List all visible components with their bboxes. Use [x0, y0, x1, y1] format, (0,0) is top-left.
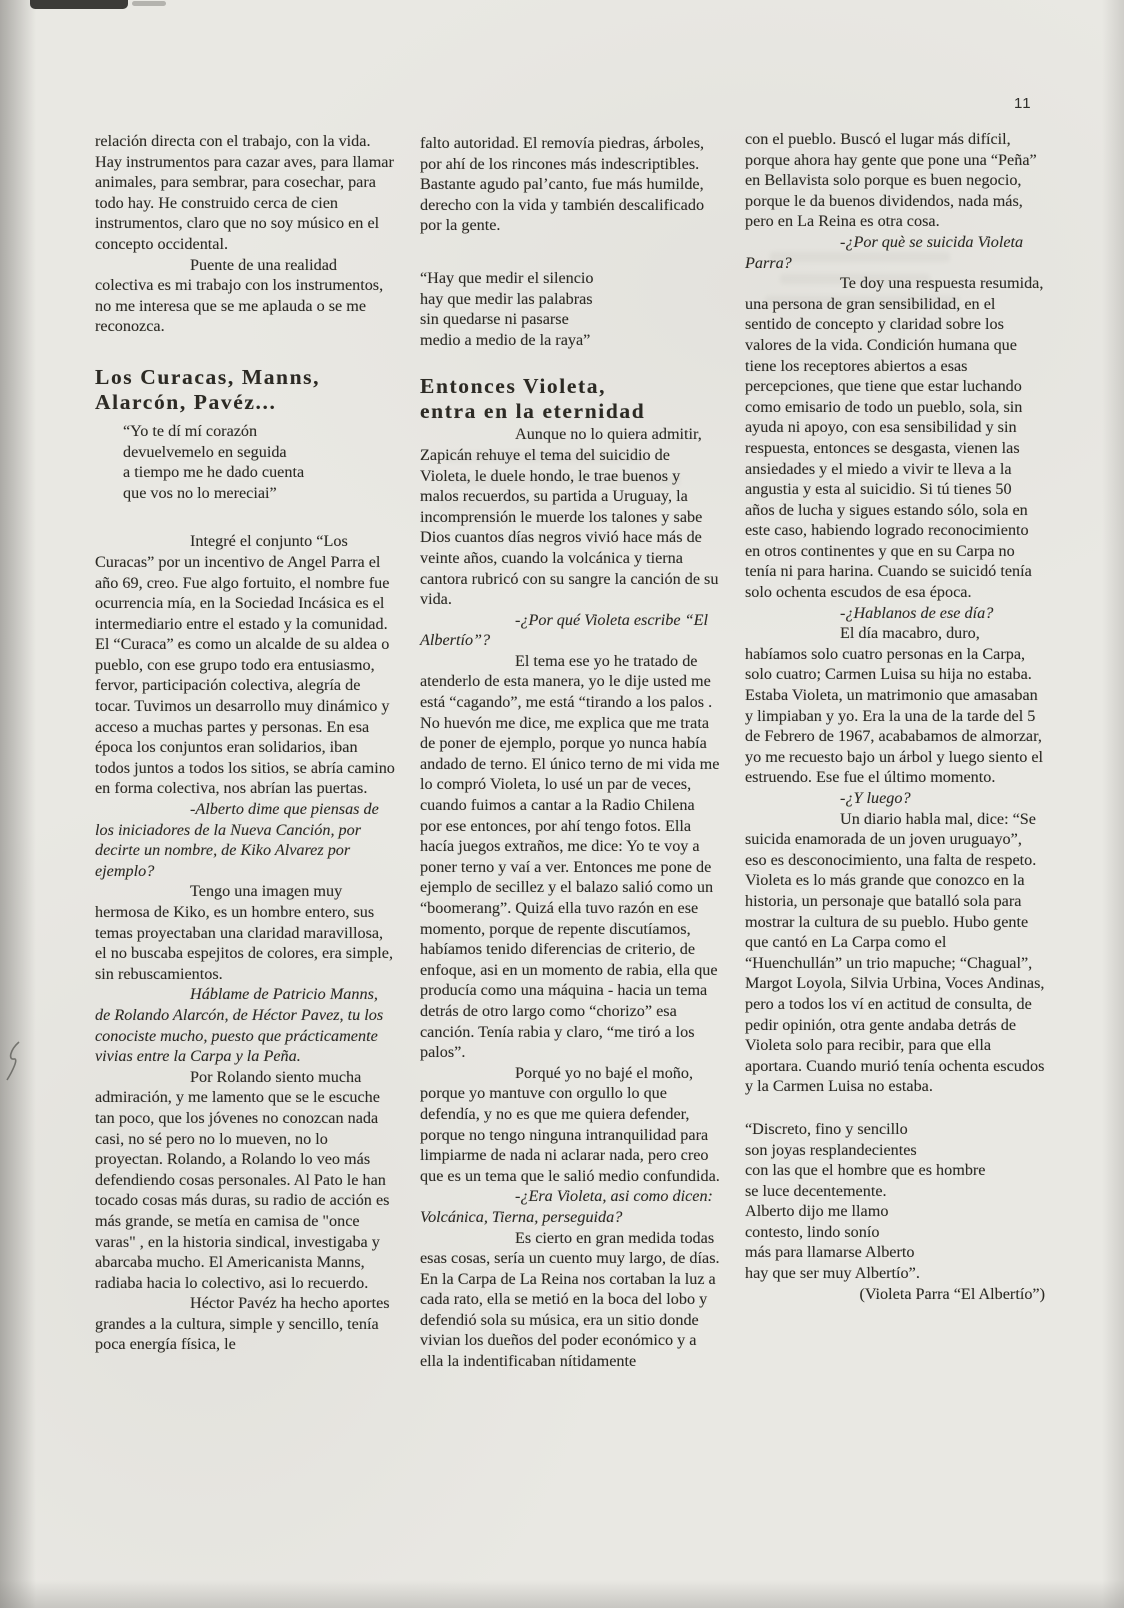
- interview-question: Háblame de Patricio Manns, de Rolando Alarcón, de Héctor Pavez, tu los conociste mucho, puesto que prácticamente vivias entre la Carpa y la Peña.: [95, 985, 384, 1066]
- scan-smudge: [132, 1, 166, 6]
- paragraph: El tema ese yo he tratado de atenderlo de esta manera, yo le dije usted me está “cagando”, me está “tirando a los palos . No huevón me dice, me explica que me trata de poner de ejemplo, porque yo nunca había andado de terno. El único terno de mi vida me lo compró Violeta, lo usé un par de veces, cuando fuimos a cantar a la Radio Chilena por ese entonces, por ahí tengo fotos. Ella hacía juegos extraños, me dice: Yo te voy a poner terno y vaí a ver. Entonces me pone de ejemplo de secillez y el balazo salió como un “boomerang”. Quizá ella tuvo razón en ese momento, porque de repente discutíamos, habíamos tenido diferencias de criterio, de enfoque, asi en un momento de rabia, ella que producía como una máquina - hacia un tema detrás de otro largo como “chorizo” esa canción. Tenía rabia y claro, “me tiró a los palos”.: [420, 651, 720, 1062]
- article-column-1: [95, 131, 395, 1355]
- verse-line: a tiempo me he dado cuenta: [123, 463, 305, 482]
- heading-line: entra en la eternidad: [420, 399, 646, 424]
- verse-line: son joyas resplandecientes: [745, 1140, 917, 1159]
- interview-question: -Alberto dime que piensas de los iniciadores de la Nueva Canción, por decirte un nombre, de Kiko Alvarez por ejemplo?: [95, 800, 379, 880]
- section-heading-violeta: [420, 374, 720, 424]
- verse-attribution: (Violeta Parra “El Albertío”): [859, 1284, 1045, 1303]
- heading-line: Los Curacas, Manns,: [95, 364, 321, 389]
- article-column-3: [745, 129, 1045, 1304]
- verse-line: “Hay que medir el silencio: [420, 268, 594, 287]
- paragraph: Puente de una realidad colectiva es mi trabajo con los instrumentos, no me interesa que se me aplauda o se me reconozca.: [95, 255, 384, 336]
- scan-edge-left: [0, 0, 36, 1608]
- verse-quote: [123, 421, 395, 503]
- paragraph: Te doy una respuesta resumida, una persona de gran sensibilidad, en el sentido de concepto y claridad sobre los valores de la vida. Condición humana que tiene los receptores abiertos a esas percepciones, que tiene que estar luchando como emisario de todo un pueblo, sola, sin ayuda ni apoyo, con esa sensibilidad y sin respuesta, entonces se desgasta, vienen las ansiedades y el miedo a vivir te lleva a la angustia y esta al suicidio. Si tú tienes 50 años de lucha y sigues estando sólo, sola en este caso, habiendo logrado reconocimiento en otros continentes y que en su Carpa no tenía ni para harina. Cuando se suicidó tenía solo ochenta escudos de esa época.: [745, 274, 1044, 602]
- paragraph: Es cierto en gran medida todas esas cosas, sería un cuento muy largo, de días. En la Carpa de La Reina nos cortaban la luz a cada rato, ella se metió en la boca del lobo y defendió sola su música, era un sitio donde vivian los dueños del poder económico y a ella la indentificaban nítidamente: [420, 1228, 720, 1371]
- section-heading-curacas: [95, 365, 395, 415]
- heading-line: Entonces Violeta,: [420, 374, 607, 399]
- scan-edge-bottom: [0, 1580, 1124, 1608]
- paragraph: Por Rolando siento mucha admiración, y me lamento que se le escuche tan poco, que los jóvenes no conozcan nada casi, no sé pero no lo mueven, no lo proyectan. Rolando, a Rolando lo veo más defendiendo cosas personales. Al Pato le han tocado cosas más duras, su radio de acción es más grande, se metía en camisa de "once varas" , en la historia sindical, investigaba y abarcaba mucho. El Americanista Manns, radiaba hacia lo colectivo, asi lo recuerdo.: [95, 1067, 390, 1292]
- verse-line: con las que el hombre que es hombre: [745, 1161, 986, 1180]
- verse-quote: [745, 1119, 1045, 1284]
- paragraph: Integré el conjunto “Los Curacas” por un incentivo de Angel Parra el año 69, creo. Fue algo fortuito, el nombre fue ocurrencia mía, en la Sociedad Incásica es el intermediario entre el estado y la comunidad. El “Curaca” es como un alcalde de su aldea o pueblo, con ese grupo todo era entusiasmo, fervor, participación colectiva, alegría de tocar. Tuvimos un desarrollo muy dinámico y acceso a muchas partes y personas. En esa época los conjuntos eran solidarios, iban todos juntos a todos los sitios, se abría camino en forma colectiva, nos abrían las puertas.: [95, 532, 395, 798]
- paragraph: con el pueblo. Buscó el lugar más difícil, porque ahora hay gente que pone una “Peña” en Bellavista solo porque es buen negocio, porque le da buenos dividendos, nada más, pero en La Reina es otra cosa.: [745, 130, 1037, 231]
- verse-line: más para llamarse Alberto: [745, 1243, 915, 1262]
- interview-question: -¿Por qué Violeta escribe “El Albertío”?: [420, 610, 709, 650]
- paragraph: Un diario habla mal, dice: “Se suicida enamorada de un joven uruguayo”, eso es desconocimiento, una falta de respeto. Violeta es lo más grande que conozco en la historia, un personaje que batalló sola para mostrar la cultura de su pueblo. Hubo gente que cantó en La Carpa como el “Huenchullán” un trio mapuche; “Chagual”, Margot Loyola, Silvia Urbina, Voces Andinas, pero a todos los ví en actitud de consulta, de pedir opinión, otra gente andaba detrás de Violeta solo para recibir, para que ella aportara. Cuando murió tenía ochenta escudos y la Carmen Luisa no estaba.: [745, 809, 1045, 1096]
- handwritten-mark: [4, 1040, 24, 1084]
- verse-line: devuelvemelo en seguida: [123, 442, 287, 461]
- verse-line: hay que ser muy Albertío”.: [745, 1264, 920, 1283]
- interview-question: -¿Y luego?: [840, 789, 911, 807]
- paragraph: Porqué yo no bajé el moño, porque yo mantuve con orgullo lo que defendía, y no es que me quiera defender, porque no tengo ninguna intranquilidad para limpiarme de nada ni aclarar nada, pero creo que es un tema que le salió medio confundida.: [420, 1063, 720, 1185]
- paragraph: Tengo una imagen muy hermosa de Kiko, es un hombre entero, sus temas proyectaban una claridad maravillosa, el no buscaba espejitos de colores, era simple, sin rebuscamientos.: [95, 882, 394, 983]
- page-number: 11: [1014, 95, 1032, 112]
- verse-line: “Yo te dí mí corazón: [123, 421, 258, 440]
- verse-line: “Discreto, fino y sencillo: [745, 1119, 908, 1138]
- verse-line: sin quedarse ni pasarse: [420, 310, 569, 329]
- verse-line: que vos no lo mereciai”: [123, 483, 277, 502]
- paragraph: Héctor Pavéz ha hecho aportes grandes a la cultura, simple y sencillo, tenía poca energía física, le: [95, 1294, 390, 1354]
- article-column-2: [420, 133, 720, 1372]
- paragraph: falto autoridad. El removía piedras, árboles, por ahí de los rincones más indescriptibles. Bastante agudo pal’canto, fue más humilde, derecho con la vida y también descalificado por la gente.: [420, 134, 705, 235]
- interview-question: -¿Por què se suicida Violeta Parra?: [745, 232, 1024, 272]
- verse-line: medio a medio de la raya”: [420, 330, 591, 349]
- interview-question: -¿Era Violeta, asi como dicen: Volcánica, Tierna, perseguida?: [420, 1187, 713, 1226]
- verse-line: contesto, lindo sonío: [745, 1222, 880, 1241]
- heading-line: Alarcón, Pavéz...: [95, 389, 277, 414]
- paragraph: relación directa con el trabajo, con la vida. Hay instrumentos para cazar aves, para llamar animales, para sembrar, para cosechar, para todo hay. He construido cerca de cien instrumentos, claro que no soy músico en el concepto occidental.: [95, 132, 394, 253]
- scan-smudge: [30, 0, 128, 9]
- verse-quote: [420, 268, 720, 350]
- scan-edge-right: [1102, 0, 1124, 1608]
- paragraph: Aunque no lo quiera admitir, Zapicán rehuye el tema del suicidio de Violeta, le duele hondo, le trae buenos y malos recuerdos, su partida a Uruguay, la incomprensión le muerde los talones y sabe Dios cuantos días negros vivió hace más de veinte años, cuando la volcánica y tierna cantora rubricó con su sangre la canción de su vida.: [420, 425, 719, 609]
- verse-line: Alberto dijo me llamo: [745, 1202, 889, 1221]
- interview-question: -¿Hablanos de ese día?: [840, 603, 994, 622]
- verse-line: se luce decentemente.: [745, 1181, 887, 1200]
- paragraph: El día macabro, duro, habíamos solo cuatro personas en la Carpa, solo cuatro; Carmen Luisa su hija no estaba. Estaba Violeta, un matrimonio que amasaban y limpiaban y yo. Era la una de la tarde del 5 de Febrero de 1967, acababamos de almorzar, yo me recuesto bajo un árbol y luego siento el estruendo. Ese fue el último momento.: [745, 624, 1044, 787]
- verse-line: hay que medir las palabras: [420, 289, 593, 308]
